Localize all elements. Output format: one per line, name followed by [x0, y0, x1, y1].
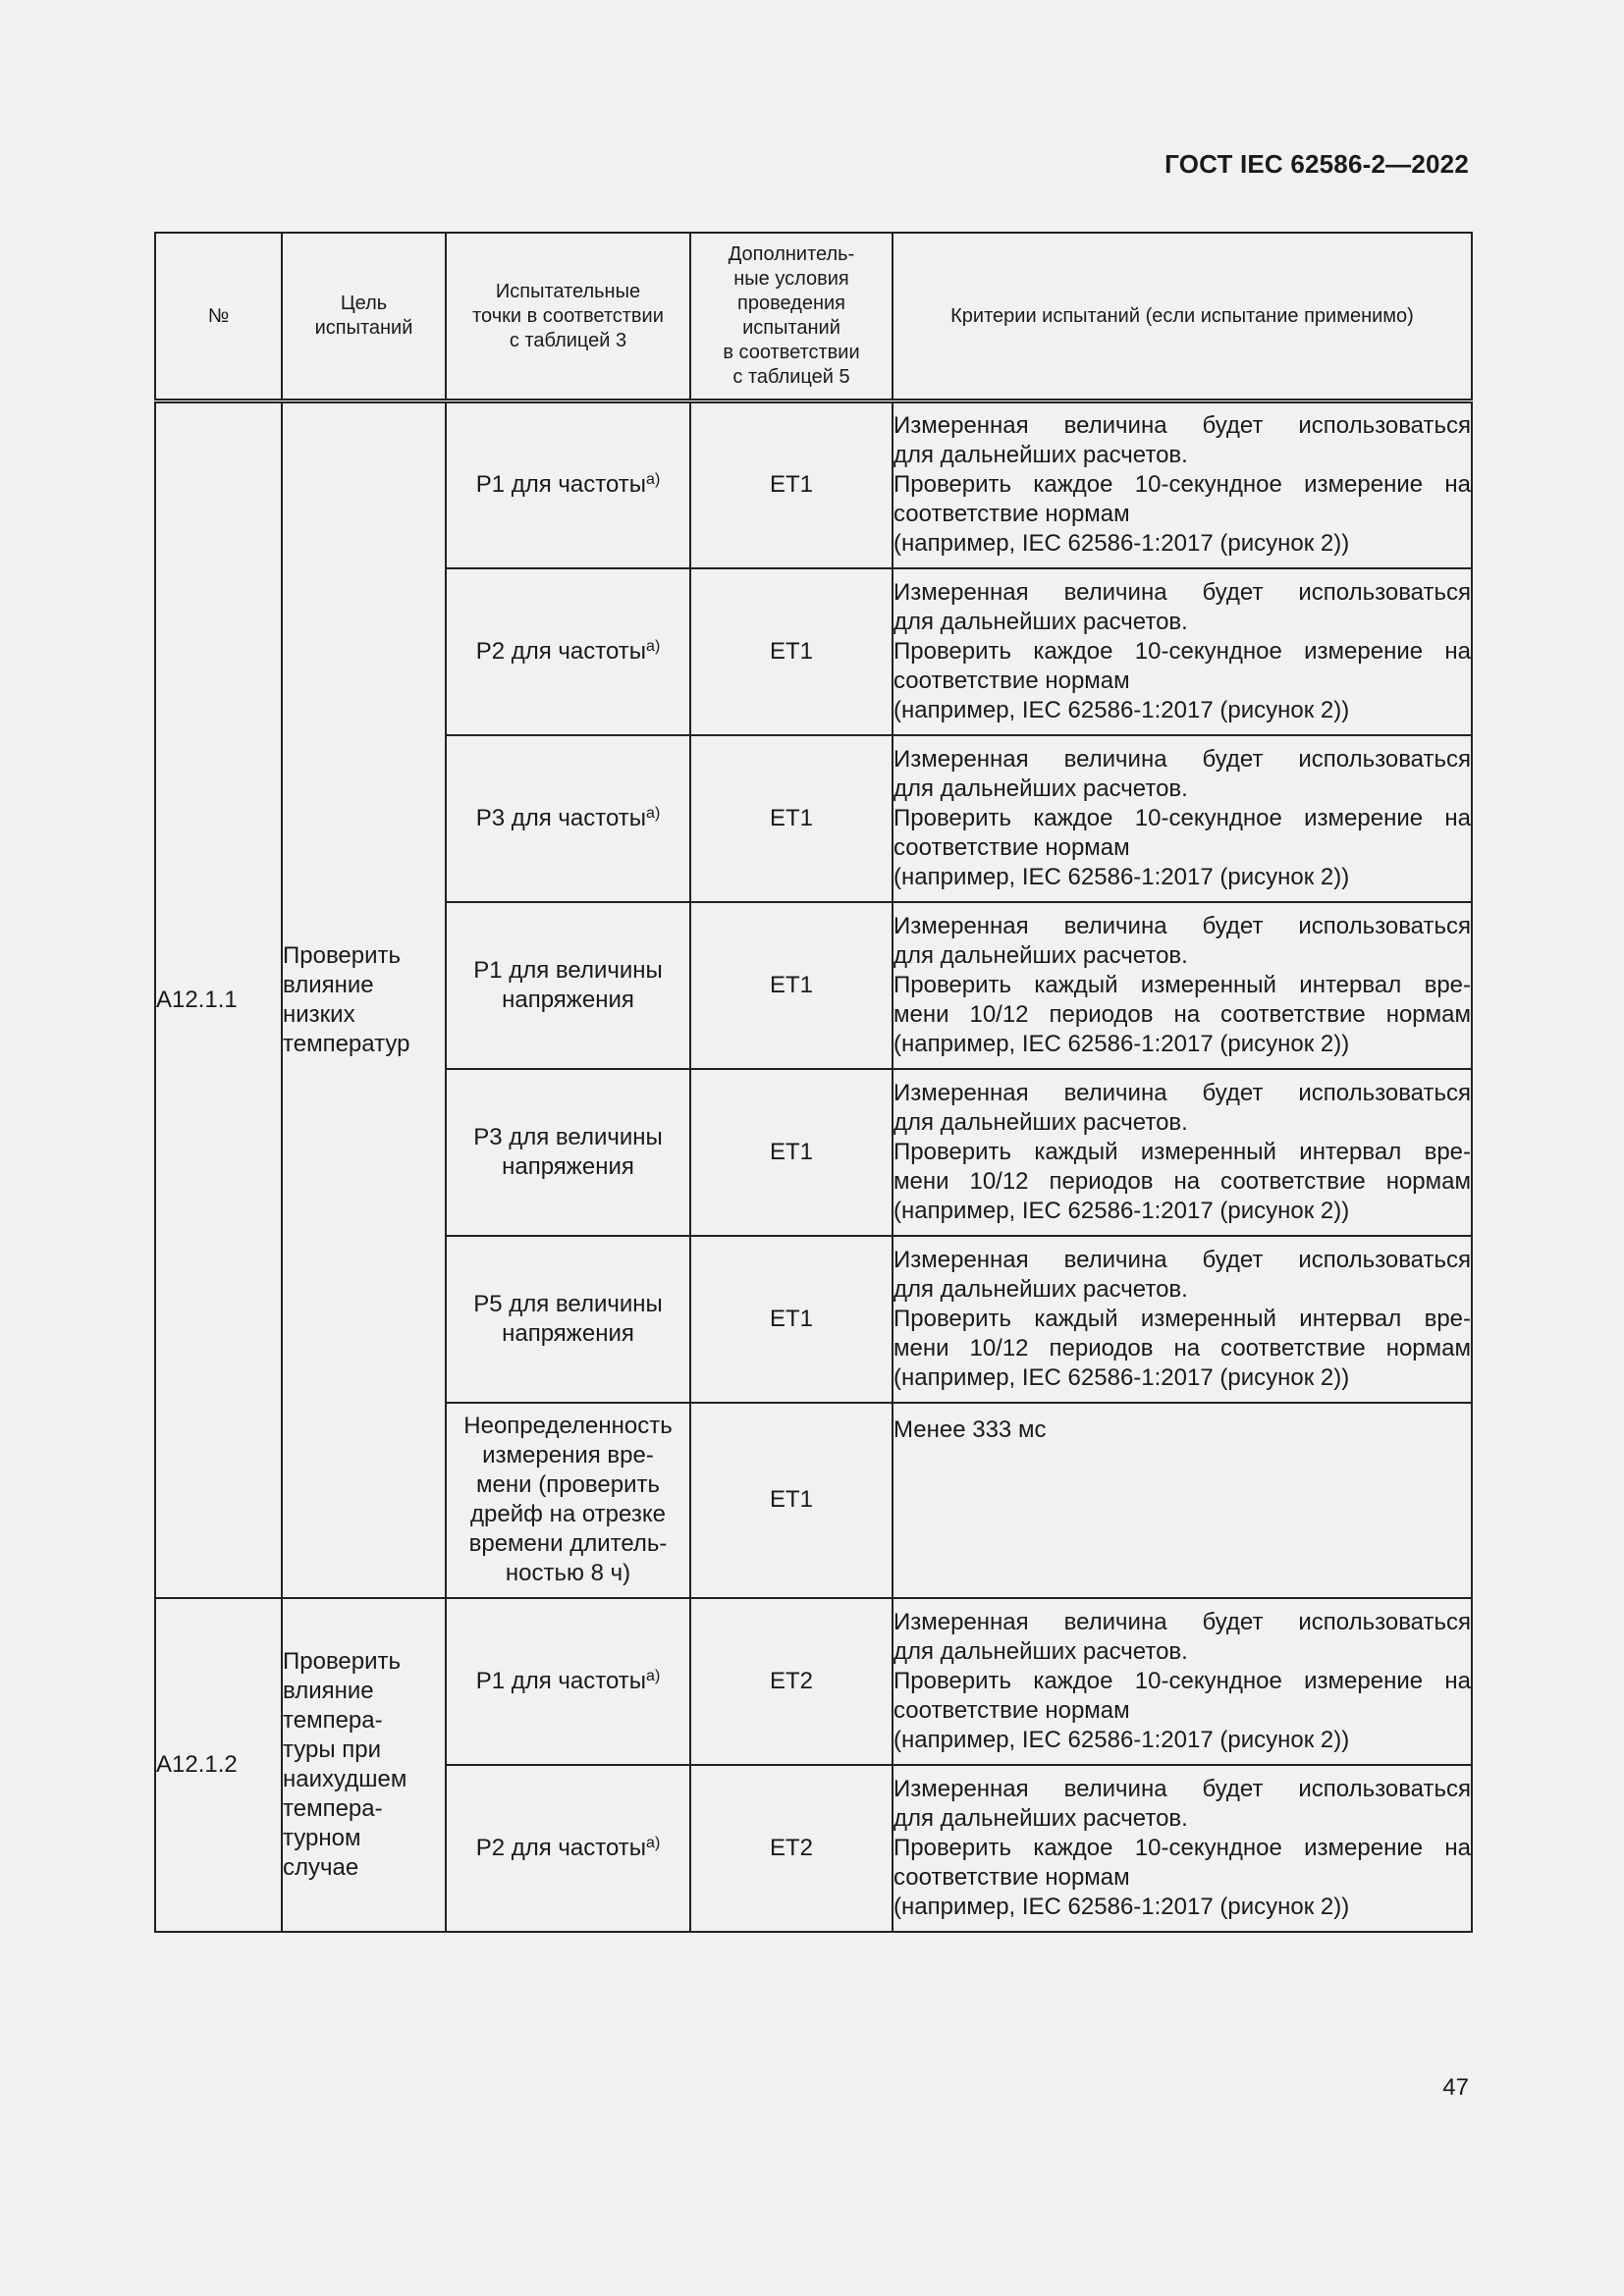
- test-point: P1 для частоты$^{а)}$: [446, 401, 690, 568]
- footnote-marker: а): [646, 804, 661, 822]
- test-criteria: Измеренная величина будет использоваться для дальнейших расчетов. Проверить каждое 10-секундное измерение на соответствие нормам (например, IEC 62586-1:2017 (рисунок 2)): [893, 401, 1472, 568]
- test-condition: ET1: [690, 1403, 893, 1598]
- column-header-number: №: [155, 233, 282, 401]
- column-header-test-points: Испытательные точки в соответствии с таблицей 3: [446, 233, 690, 401]
- test-condition: ET1: [690, 902, 893, 1069]
- test-condition: ET1: [690, 401, 893, 568]
- table-row: [155, 401, 1472, 568]
- test-number: A12.1.1: [155, 401, 282, 1598]
- column-header-criteria: Критерии испытаний (если испытание применимо): [893, 233, 1472, 401]
- test-point: P5 для величины напряжения: [446, 1236, 690, 1403]
- test-point: P2 для частоты$^{а)}$: [446, 1765, 690, 1932]
- footnote-marker: а): [646, 637, 661, 655]
- test-point: P3 для частоты$^{а)}$: [446, 735, 690, 902]
- column-header-conditions: Дополнитель- ные условия проведения испытаний в соответствии с таблицей 5: [690, 233, 893, 401]
- test-point: P3 для величины напряжения: [446, 1069, 690, 1236]
- test-goal: Проверить влияние низких температур: [282, 401, 446, 1598]
- test-condition: ET2: [690, 1598, 893, 1765]
- document-code: ГОСТ IEC 62586-2—2022: [1164, 149, 1469, 179]
- test-number: A12.1.2: [155, 1598, 282, 1932]
- test-criteria: Измеренная величина будет использоваться для дальнейших расчетов. Проверить каждый измеренный интервал вре- мени 10/12 периодов на соответствие нормам (например, IEC 62586-1:2017 (рисунок 2)): [893, 1236, 1472, 1403]
- test-criteria: Измеренная величина будет использоваться для дальнейших расчетов. Проверить каждое 10-секундное измерение на соответствие нормам (например, IEC 62586-1:2017 (рисунок 2)): [893, 735, 1472, 902]
- table-header-row: [155, 233, 1472, 401]
- column-header-goal: Цель испытаний: [282, 233, 446, 401]
- test-point: P2 для частоты$^{а)}$: [446, 568, 690, 735]
- test-condition: ET2: [690, 1765, 893, 1932]
- test-criteria-table: [154, 232, 1473, 1933]
- test-condition: ET1: [690, 568, 893, 735]
- footnote-marker: а): [646, 471, 661, 489]
- test-criteria: Измеренная величина будет использоваться для дальнейших расчетов. Проверить каждое 10-секундное измерение на соответствие нормам (например, IEC 62586-1:2017 (рисунок 2)): [893, 1765, 1472, 1932]
- test-criteria: Измеренная величина будет использоваться для дальнейших расчетов. Проверить каждое 10-секундное измерение на соответствие нормам (например, IEC 62586-1:2017 (рисунок 2)): [893, 568, 1472, 735]
- test-point: Неопределенность измерения вре- мени (проверить дрейф на отрезке времени длитель- ностью 8 ч): [446, 1403, 690, 1598]
- test-condition: ET1: [690, 1236, 893, 1403]
- test-goal: Проверить влияние темпера- туры при наихудшем темпера- турном случае: [282, 1598, 446, 1932]
- test-condition: ET1: [690, 735, 893, 902]
- footnote-marker: а): [646, 1667, 661, 1684]
- test-condition: ET1: [690, 1069, 893, 1236]
- test-point: P1 для частоты$^{а)}$: [446, 1598, 690, 1765]
- test-criteria: Измеренная величина будет использоваться для дальнейших расчетов. Проверить каждый измеренный интервал вре- мени 10/12 периодов на соответствие нормам (например, IEC 62586-1:2017 (рисунок 2)): [893, 902, 1472, 1069]
- test-point: P1 для величины напряжения: [446, 902, 690, 1069]
- page-number: 47: [1442, 2074, 1469, 2101]
- test-criteria: Измеренная величина будет использоваться для дальнейших расчетов. Проверить каждый измеренный интервал вре- мени 10/12 периодов на соответствие нормам (например, IEC 62586-1:2017 (рисунок 2)): [893, 1069, 1472, 1236]
- test-criteria: Измеренная величина будет использоваться для дальнейших расчетов. Проверить каждое 10-секундное измерение на соответствие нормам (например, IEC 62586-1:2017 (рисунок 2)): [893, 1598, 1472, 1765]
- table-row: [155, 1598, 1472, 1765]
- test-criteria: Менее 333 мс: [893, 1403, 1472, 1598]
- footnote-marker: а): [646, 1834, 661, 1851]
